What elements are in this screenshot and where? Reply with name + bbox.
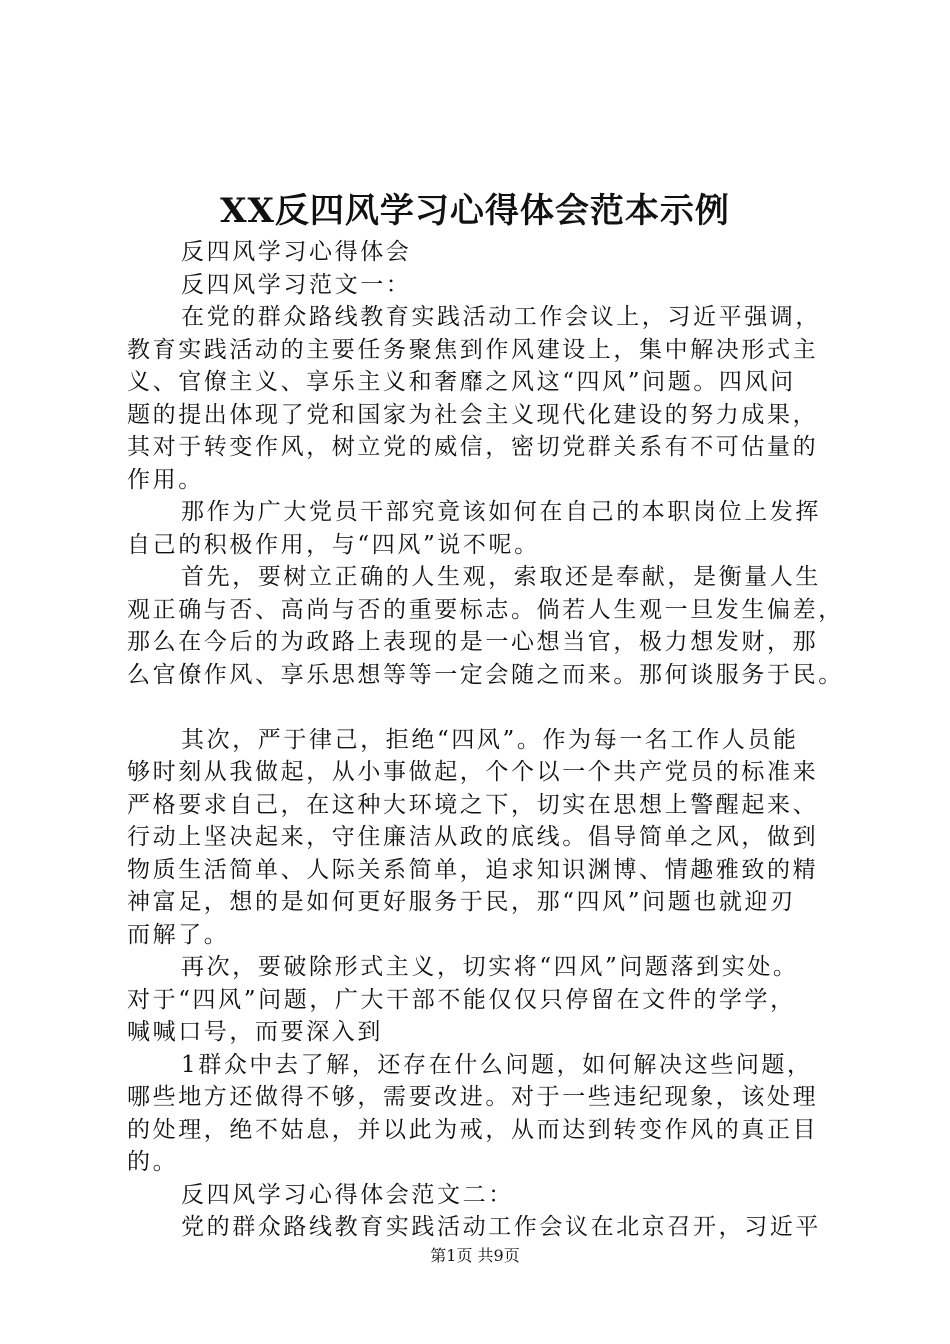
text-line: 自己的积极作用，与“四风”说不呢。 bbox=[127, 531, 540, 558]
text-line: 严格要求自己，在这种大环境之下，切实在思想上警醒起来、 bbox=[127, 791, 819, 818]
text-line: 首先，要树立正确的人生观，索取还是奉献，是衡量人生 bbox=[181, 564, 821, 590]
text-line: 反四风学习心得体会 bbox=[181, 239, 412, 265]
text-line: 反四风学习心得体会范文二： bbox=[181, 1181, 514, 1208]
text-line: 喊喊口号，而要深入到 bbox=[127, 1019, 383, 1045]
text-line: 物质生活简单、人际关系简单，追求知识渊博、情趣雅致的精 bbox=[127, 856, 819, 883]
text-line: 观正确与否、高尚与否的重要标志。倘若人生观一旦发生偏差， bbox=[127, 596, 844, 623]
text-line: 够时刻从我做起，从小事做起，个个以一个共产党员的标准来 bbox=[127, 759, 819, 785]
text-line: 其对于转变作风，树立党的威信，密切党群关系有不可估量的 bbox=[127, 434, 819, 460]
text-line: 那么在今后的为政路上表现的是一心想当官，极力想发财，那 bbox=[127, 629, 819, 655]
text-line: 1群众中去了解，还存在什么问题，如何解决这些问题， bbox=[181, 1051, 813, 1078]
document-title: XX反四风学习心得体会范本示例 bbox=[220, 191, 730, 231]
text-line: 那作为广大党员干部究竟该如何在自己的本职岗位上发挥 bbox=[181, 499, 821, 525]
text-line: 题的提出体现了党和国家为社会主义现代化建设的努力成果， bbox=[127, 401, 819, 428]
document-body bbox=[127, 236, 844, 1244]
text-line bbox=[127, 691, 837, 724]
page-footer: 第1页 共9页 bbox=[430, 1246, 520, 1265]
text-line: 么官僚作风、享乐思想等等一定会随之而来。那何谈服务于民。 bbox=[127, 661, 844, 688]
text-line: 在党的群众路线教育实践活动工作会议上，习近平强调， bbox=[181, 304, 821, 330]
text-line: 神富足，想的是如何更好服务于民，那“四风”问题也就迎刃 bbox=[127, 889, 796, 915]
text-line: 而解了。 bbox=[127, 921, 230, 948]
text-line: 哪些地方还做得不够，需要改进。对于一些违纪现象，该处理 bbox=[127, 1084, 819, 1110]
text-line: 其次，严于律己，拒绝“四风”。作为每一名工作人员能 bbox=[181, 726, 799, 753]
text-line: 反四风学习范文一： bbox=[181, 271, 412, 298]
text-line: 的。 bbox=[127, 1149, 179, 1175]
text-line: 行动上坚决起来，守住廉洁从政的底线。倡导简单之风，做到 bbox=[127, 824, 819, 850]
text-line: 义、官僚主义、享乐主义和奢靡之风这“四风”问题。四风问 bbox=[127, 369, 796, 395]
text-line: 再次，要破除形式主义，切实将“四风”问题落到实处。 bbox=[181, 954, 799, 980]
text-line: 对于“四风”问题，广大干部不能仅仅只停留在文件的学学， bbox=[127, 986, 796, 1013]
text-line: 党的群众路线教育实践活动工作会议在北京召开，习近平 bbox=[181, 1214, 821, 1240]
text-line: 作用。 bbox=[127, 466, 204, 493]
text-line: 的处理，绝不姑息，并以此为戒，从而达到转变作风的真正目 bbox=[127, 1116, 819, 1143]
text-line: 教育实践活动的主要任务聚焦到作风建设上，集中解决形式主 bbox=[127, 336, 819, 363]
